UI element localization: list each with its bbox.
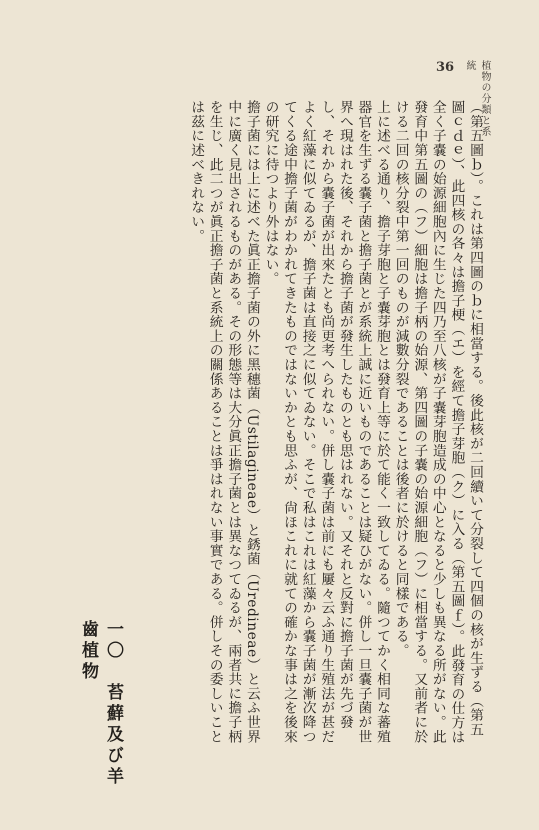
body-text <box>114 100 484 750</box>
paragraph: （第五圖ｂ）。これは第四圖のｂに相當する。後此核が二回續いて分裂して四個の核が生ずる（第五圖ｃｄｅ）、此四核の各々は擔子梗（エ）を經て擔子芽胞（ク）に入る（第五圖ｆ）。此發育の仕方は全く子嚢の始源細胞內に生じた四乃至八核が子嚢芽胞造成の中心となると少しも異なる所がない。此發育中第五圖の（フ）細胞は擔子柄の始源、第四圖の子嚢の始源細胞（フ）に相當する。又前者に於ける二回の核分裂中第一回のものが減數分裂であることは後者に於けると同樣である。 <box>392 100 483 744</box>
page-number: 36 <box>436 60 455 75</box>
paragraph: 上に述べる通り、擔子芽胞と子嚢芽胞とは發育上等に於て能く一致してゐる。隨つてかく相同な蕃殖器官を生ずる嚢子菌と擔子菌とが系統上誠に近いものであることは疑ひがない。併し一旦嚢子菌が世界へ現はれた後、それから擔子菌が發生したものとも思はれない。又それと反對に擔子菌が先づ發し、それから嚢子菌が出來たとも尚更考へられない。併し嚢子菌は前にも屢々云ふ通り生殖法が甚だよく紅藻に似てゐるが、擔子菌は直接之に似てゐない。そこで私はこれは紅藻から嚢子菌が漸次降つてくる途中擔子菌がわかれてきたものではないかとも思ふが、尙ほこれに就ての確かな事は之を後來の研究に待つより外はない。 <box>262 100 391 744</box>
section-heading: 一〇 苔蘚及び羊齒植物 <box>78 620 123 788</box>
running-head: 植物の分類と系統 <box>464 60 490 137</box>
paragraph: 擔子菌には上に述べた眞正擔子菌の外に黑穗菌（Ustilagineae）と銹菌（Uredineae）と云ふ世界中に廣く見出されるものがある。その形態等は大分眞正擔子菌とは異なつてゐるが、兩者共に擔子柄を生じ、此二つが眞正擔子菌と系統上の關係あることは爭はれない事實である。併しその委しいことは茲に述べきれない。 <box>188 100 260 744</box>
